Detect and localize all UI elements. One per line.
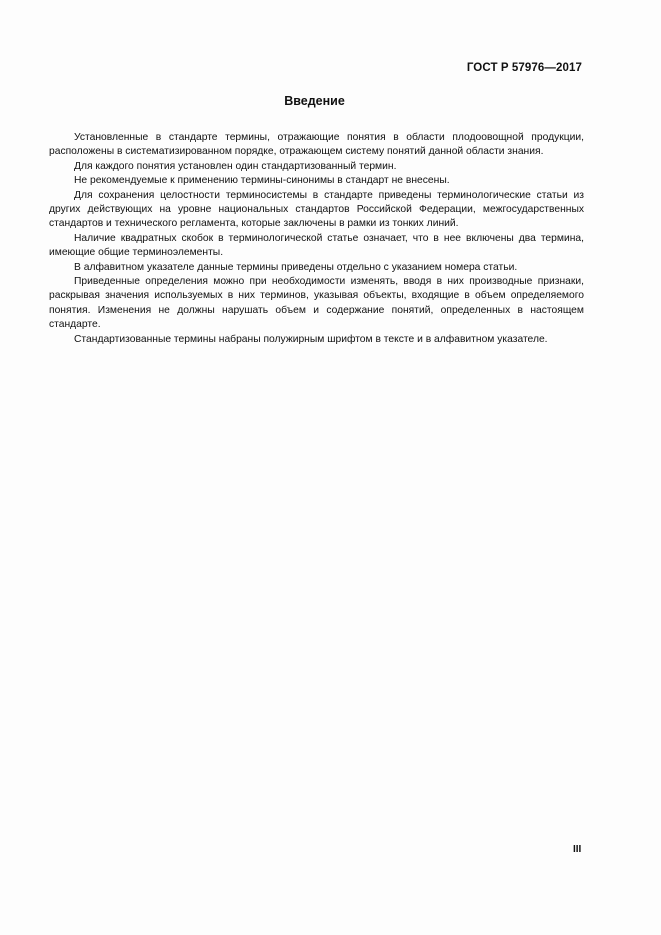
section-title: Введение <box>284 94 345 108</box>
document-code: ГОСТ Р 57976—2017 <box>466 62 582 74</box>
paragraph: Для сохранения целостности терминосистемы в стандарте приведены терминологические статьи из других действующих на уровне национальных стандартов Российской Федерации, межгосударственных стандартов и технического регламента, которые заключены в рамки из тонких линий. <box>49 189 584 230</box>
page-number: III <box>573 844 582 855</box>
paragraph: В алфавитном указателе данные термины приведены отдельно с указанием номера статьи. <box>74 261 518 273</box>
paragraph: Не рекомендуемые к применению термины-синонимы в стандарт не внесены. <box>74 175 450 187</box>
paragraph: Установленные в стандарте термины, отражающие понятия в области плодоовощной продукции, расположены в систематизированном порядке, отражающем систему понятий данной области знания. <box>49 132 584 158</box>
paragraph: Наличие квадратных скобок в терминологической статье означает, что в нее включены два термина, имеющие общие терминоэлементы. <box>49 232 584 259</box>
section-body <box>49 131 584 347</box>
paragraph: Для каждого понятия установлен один стандартизованный термин. <box>74 160 397 172</box>
paragraph: Стандартизованные термины набраны полужирным шрифтом в тексте и в алфавитном указателе. <box>74 333 548 345</box>
paragraph: Приведенные определения можно при необходимости изменять, вводя в них производные признаки, раскрывая значения используемых в них терминов, указывая объекты, входящие в объем определяемого понятия. Изменения не должны нарушать объем и содержание понятий, определенных в настоящем стандарте. <box>49 276 584 331</box>
